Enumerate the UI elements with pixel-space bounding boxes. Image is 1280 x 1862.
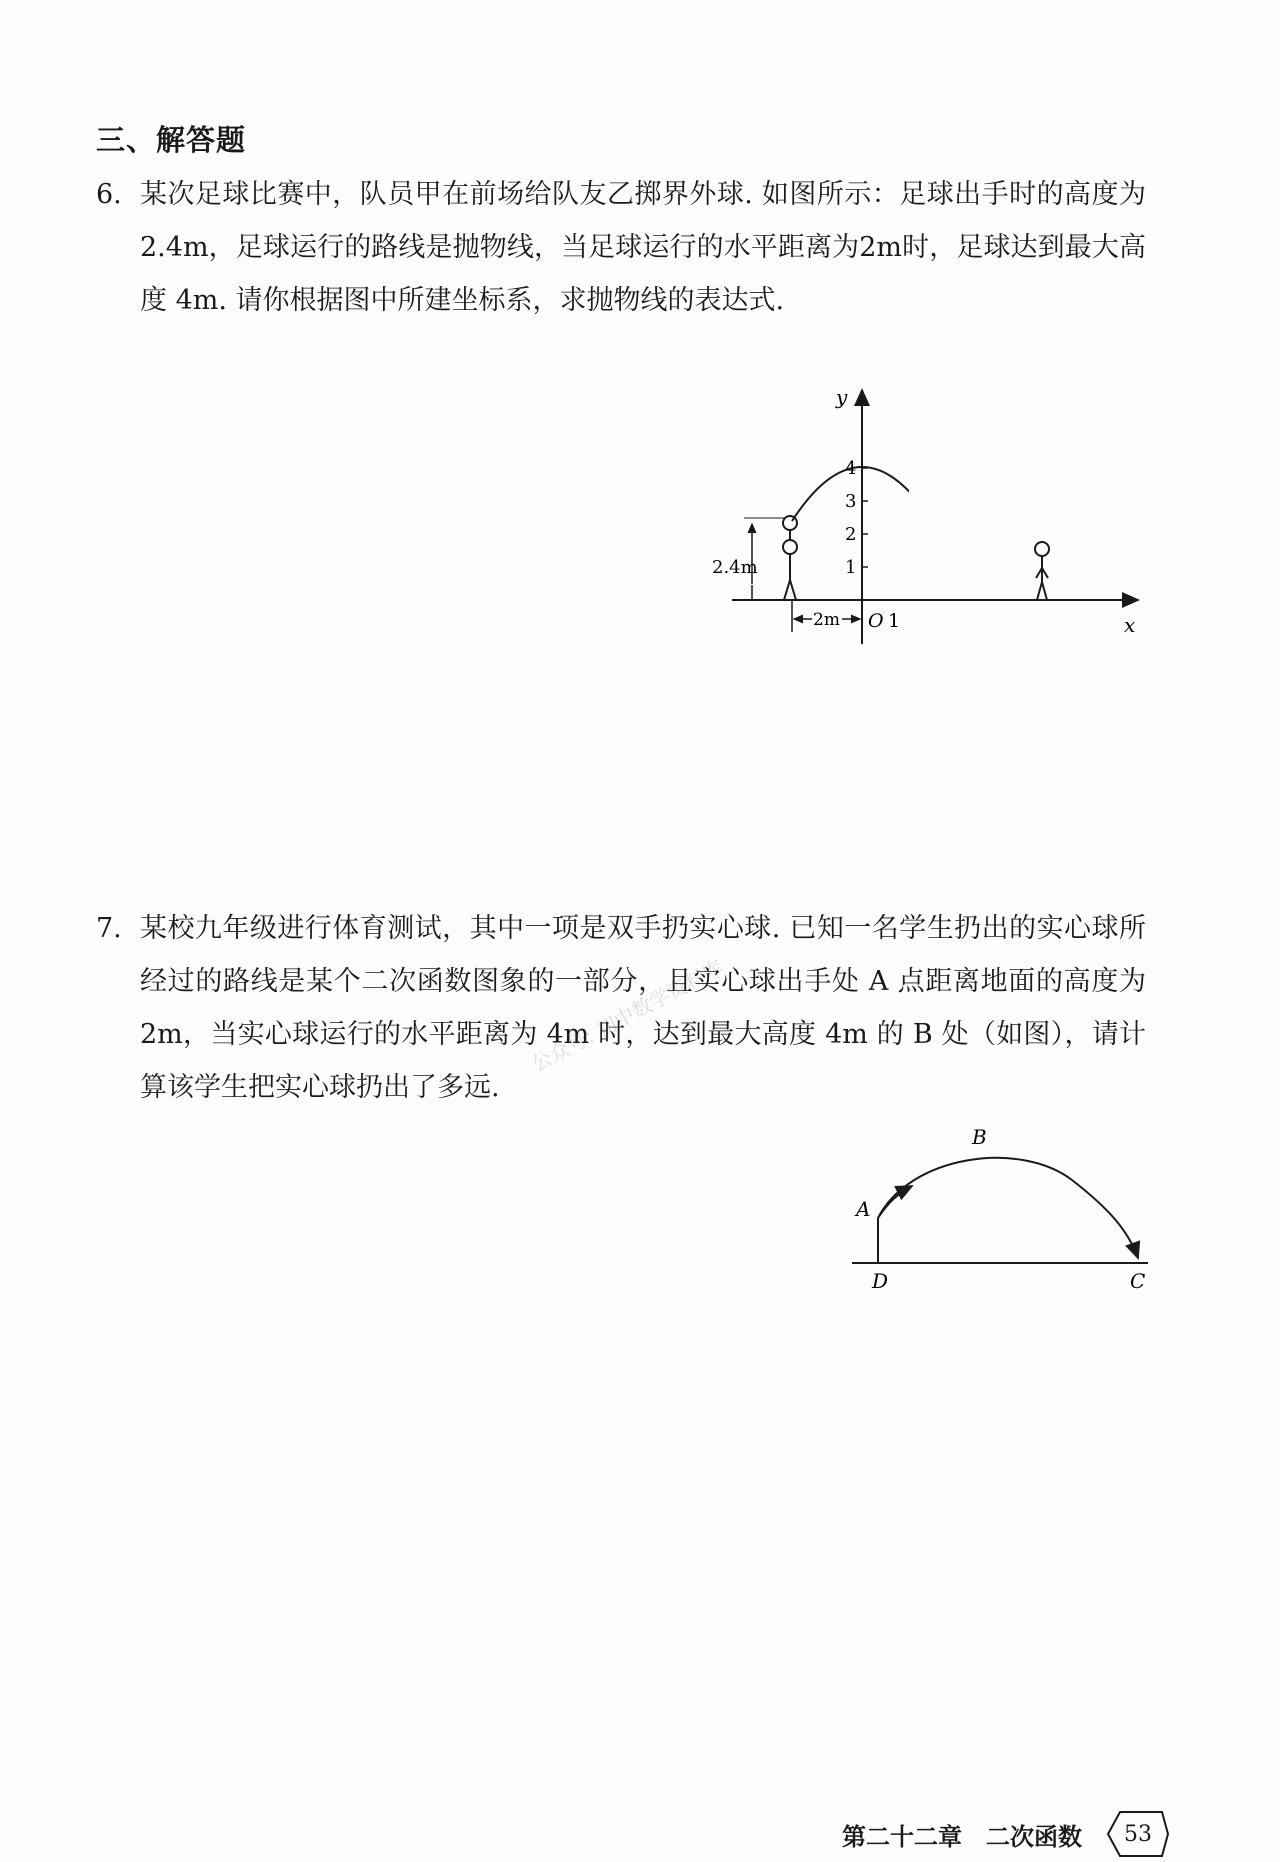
distance-label: 2m xyxy=(813,610,840,630)
trajectory-curve xyxy=(878,1158,1138,1258)
player-head xyxy=(783,540,797,554)
y-tick-label-4: 4 xyxy=(845,458,857,479)
shot-put-figure xyxy=(840,1110,1160,1300)
y-tick-label-1: 1 xyxy=(845,557,857,578)
player-b xyxy=(1035,542,1049,600)
section-title: 三、解答题 xyxy=(96,123,247,157)
x-axis-label: x xyxy=(1124,613,1136,637)
ball xyxy=(783,516,797,530)
point-b-label: B xyxy=(972,1125,987,1149)
y-axis-label: y xyxy=(836,385,848,409)
problem-7 xyxy=(96,902,1146,1114)
topic-label: 二次函数 xyxy=(986,1822,1082,1851)
player-head xyxy=(1035,542,1049,556)
player-a xyxy=(783,516,797,600)
problem-number: 6. xyxy=(96,179,122,210)
problem-text: 某校九年级进行体育测试，其中一项是双手扔实心球. 已知一名学生扔出的实心球所经过的路线是某个二次函数图象的一部分，且实心球出手处 A 点距离地面的高度为 2m，当实心球运行的水平距离为 4m 时，达到最大高度 4m 的 B 处（如图），请计算该学生把实心球扔出了多远. xyxy=(140,913,1146,1103)
page-footer xyxy=(842,1808,1170,1860)
chapter-label: 第二十二章 xyxy=(842,1822,962,1851)
y-tick-label-3: 3 xyxy=(845,491,857,512)
watermark: 公众号: 初中数学资料库 xyxy=(527,955,727,1077)
height-label: 2.4m xyxy=(712,557,758,578)
point-c-label: C xyxy=(1130,1269,1146,1293)
problem-number: 7. xyxy=(96,913,122,944)
point-d-label: D xyxy=(872,1269,889,1293)
soccer-parabola-figure xyxy=(700,382,1160,662)
page-number-badge xyxy=(1106,1808,1170,1860)
y-tick-label-2: 2 xyxy=(845,524,857,545)
problem-6 xyxy=(96,168,1146,327)
problem-text: 某次足球比赛中，队员甲在前场给队友乙掷界外球. 如图所示：足球出手时的高度为2.4m，足球运行的路线是抛物线，当足球运行的水平距离为2m时，足球达到最大高度 4m. 请你根据图中所建坐标系，求抛物线的表达式. xyxy=(140,179,1146,316)
origin-label: O xyxy=(868,610,884,632)
trajectory-a-to-b-arrow xyxy=(878,1186,912,1218)
x-tick-label: 1 xyxy=(888,610,901,632)
point-a-label: A xyxy=(856,1197,871,1221)
page-number: 53 xyxy=(1124,1821,1152,1847)
